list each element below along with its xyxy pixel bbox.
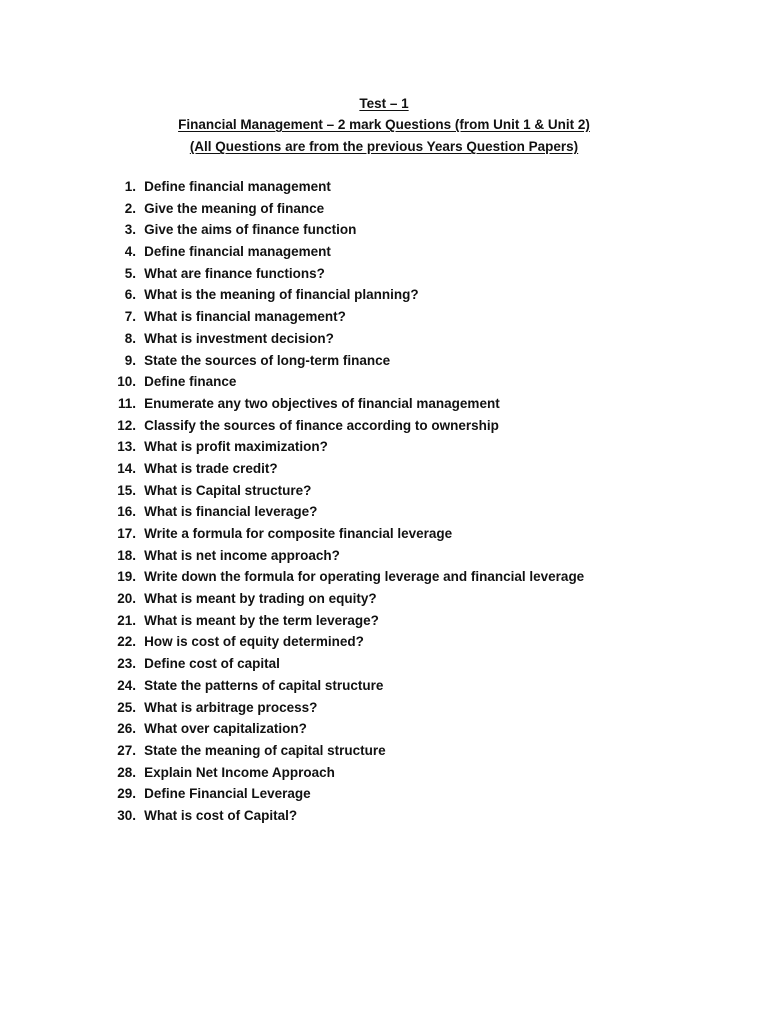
question-item xyxy=(110,198,584,220)
question-item xyxy=(110,697,584,719)
question-number: 14. xyxy=(117,460,136,476)
question-item xyxy=(110,328,584,350)
question-number: 9. xyxy=(124,352,136,368)
question-text: What is cost of Capital? xyxy=(144,807,298,823)
question-number: 18. xyxy=(117,547,136,563)
question-text: What is meant by trading on equity? xyxy=(144,591,377,607)
question-number: 23. xyxy=(117,656,136,672)
document-note: (All Questions are from the previous Years Question Papers) xyxy=(189,139,579,154)
question-number: 25. xyxy=(117,699,136,715)
question-item xyxy=(110,371,584,393)
question-item xyxy=(110,631,584,653)
question-item xyxy=(110,306,584,328)
question-number: 21. xyxy=(117,612,136,628)
question-number: 6. xyxy=(124,287,136,303)
question-item xyxy=(110,458,584,480)
question-number: 20. xyxy=(117,591,136,607)
question-number: 16. xyxy=(117,504,136,520)
question-number: 27. xyxy=(117,742,136,758)
question-number: 12. xyxy=(117,417,136,433)
question-number: 3. xyxy=(124,222,136,238)
question-text: Define financial management xyxy=(144,179,331,194)
question-number: 1. xyxy=(124,179,136,194)
question-item xyxy=(110,415,584,437)
document-subtitle: Financial Management – 2 mark Questions (from Unit 1 & Unit 2) xyxy=(178,117,590,132)
question-text: Enumerate any two objectives of financial management xyxy=(144,395,500,411)
question-text: How is cost of equity determined? xyxy=(144,634,364,650)
question-number: 4. xyxy=(124,244,136,260)
question-text: What are finance functions? xyxy=(144,265,325,281)
question-text: What is the meaning of financial planning? xyxy=(144,287,419,303)
question-text: Define finance xyxy=(144,374,237,390)
question-number: 17. xyxy=(117,526,136,541)
question-text: What is financial leverage? xyxy=(144,504,318,520)
question-text: What is meant by the term leverage? xyxy=(144,612,379,628)
question-number: 30. xyxy=(117,807,136,823)
question-text: Classify the sources of finance according to ownership xyxy=(144,417,499,433)
question-item xyxy=(110,241,584,263)
question-number: 29. xyxy=(117,786,136,802)
question-text: Give the meaning of finance xyxy=(144,200,325,216)
question-item xyxy=(110,610,584,632)
question-item xyxy=(110,350,584,372)
document-title: Test – 1 xyxy=(359,96,409,111)
question-text: What over capitalization? xyxy=(144,721,307,737)
question-item xyxy=(110,436,584,458)
question-text: What is arbitrage process? xyxy=(144,699,318,715)
question-item xyxy=(110,740,584,762)
question-text: State the sources of long-term finance xyxy=(144,352,391,368)
question-number: 8. xyxy=(124,330,136,346)
question-number: 22. xyxy=(117,634,136,650)
question-number: 10. xyxy=(117,374,136,390)
question-text: What is trade credit? xyxy=(144,460,278,476)
question-item xyxy=(110,480,584,502)
question-text: What is net income approach? xyxy=(144,547,340,563)
question-text: Write a formula for composite financial leverage xyxy=(144,526,453,541)
question-text: Define Financial Leverage xyxy=(144,786,311,802)
question-number: 7. xyxy=(124,309,136,325)
question-number: 26. xyxy=(117,721,136,737)
question-text: Explain Net Income Approach xyxy=(144,764,335,780)
question-item xyxy=(110,762,584,784)
question-item xyxy=(110,566,584,588)
question-number: 24. xyxy=(117,677,136,693)
question-item xyxy=(110,501,584,523)
question-text: Write down the formula for operating leverage and financial leverage xyxy=(144,569,585,585)
question-text: What is profit maximization? xyxy=(144,439,328,455)
question-text: State the patterns of capital structure xyxy=(144,677,384,693)
question-text: What is investment decision? xyxy=(144,330,334,346)
question-number: 2. xyxy=(124,200,136,216)
question-item xyxy=(110,284,584,306)
question-number: 19. xyxy=(117,569,136,585)
question-item xyxy=(110,588,584,610)
question-item xyxy=(110,393,584,415)
question-text: Give the aims of finance function xyxy=(144,222,357,238)
question-item xyxy=(110,545,584,567)
question-text: Define financial management xyxy=(144,244,331,260)
question-text: State the meaning of capital structure xyxy=(144,742,386,758)
question-list xyxy=(110,176,584,827)
question-text: What is Capital structure? xyxy=(144,482,312,498)
question-number: 13. xyxy=(117,439,136,455)
question-text: What is financial management? xyxy=(144,309,346,325)
question-item xyxy=(110,176,584,198)
question-item xyxy=(110,263,584,285)
question-number: 5. xyxy=(124,265,136,281)
question-item xyxy=(110,718,584,740)
question-number: 15. xyxy=(117,482,136,498)
question-item xyxy=(110,219,584,241)
question-item xyxy=(110,783,584,805)
question-text: Define cost of capital xyxy=(144,656,280,672)
question-item xyxy=(110,653,584,675)
question-number: 11. xyxy=(117,395,136,411)
question-item xyxy=(110,523,584,545)
question-item xyxy=(110,805,584,827)
question-number: 28. xyxy=(117,764,136,780)
question-item xyxy=(110,675,584,697)
